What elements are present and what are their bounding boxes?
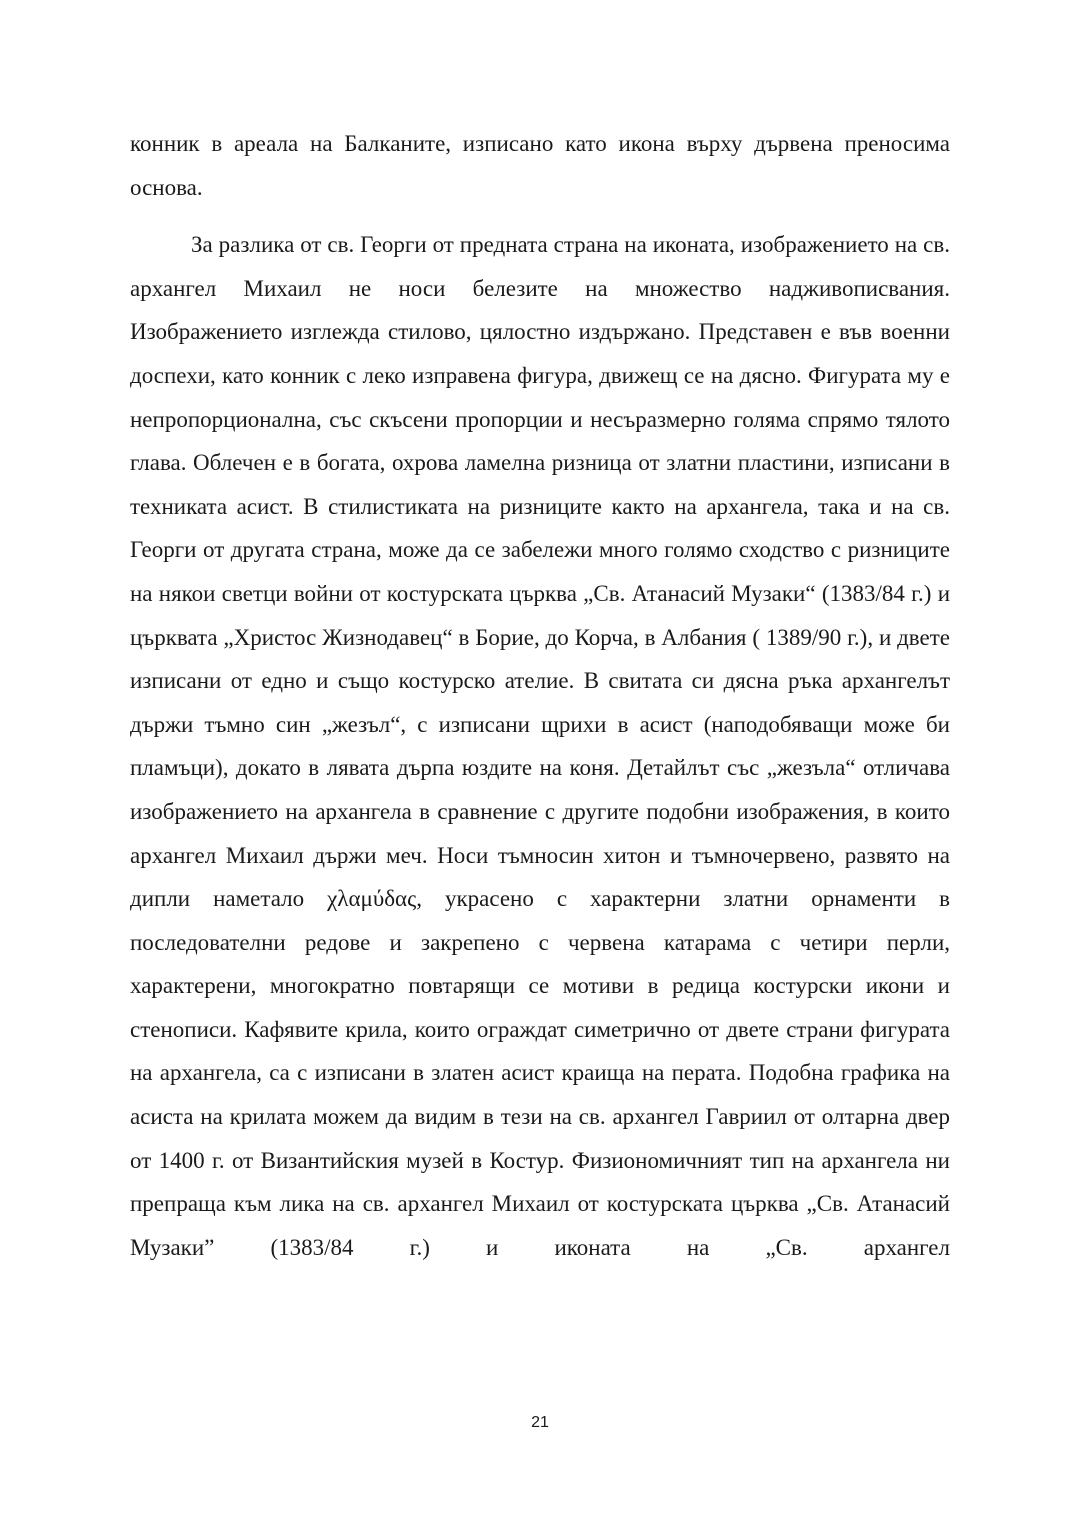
- page-number: 21: [531, 1414, 549, 1431]
- paragraph-2: За разлика от св. Георги от предната страна на иконата, изображението на св. архангел Михаил не носи белезите на множество надживописвания. Изображението изглежда стилово, цялостно издържано. Представен е във военни доспехи, като конник с леко изправена фигура, движещ се на дясно. Фигурата му е непропорционална, със скъсени пропорции и несъразмерно голяма спрямо тялото глава. Облечен е в богата, охрова ламелна ризница от златни пластини, изписани в техниката асист. В стилистиката на ризниците както на архангела, така и на св. Георги от другата страна, може да се забележи много голямо сходство с ризниците на някои светци войни от костурската църква „Св. Атанасий Музаки“ (1383/84 г.) и църквата „Христос Жизнодавец“ в Борие, до Корча, в Албания ( 1389/90 г.), и двете изписани от едно и също костурско ателие. В свитата си дясна ръка архангелът държи тъмно син „жезъл“, с изписани щрихи в асист (наподобяващи може би пламъци), докато в лявата дърпа юздите на коня. Детайлът със „жезъла“ отличава изображението на архангела в сравнение с другите подобни изображения, в които архангел Михаил държи меч. Носи тъмносин хитон и тъмночервено, развято на дипли наметало χλαμύδας, украсено с характерни златни орнаменти в последователни редове и закрепено с червена катарама с четири перли, характерени, многократно повтарящи се мотиви в редица костурски икони и стенописи. Кафявите крила, които ограждат симетрично от двете страни фигурата на архангела, са с изписани в златен асист краища на перата. Подобна графика на асиста на крилата можем да видим в тези на св. архангел Гавриил от олтарна двер от 1400 г. от Византийския музей в Костур. Физиономичният тип на архангела ни препраща към лика на св. архангел Михаил от костурската църква „Св. Атанасий Музаки” (1383/84 г.) и иконата на „Св. архангел: [130, 232, 950, 1260]
- paragraph-1: конник в ареала на Балканите, изписано като икона върху дървена преносима основа.: [130, 131, 950, 200]
- body-text: [130, 122, 950, 1269]
